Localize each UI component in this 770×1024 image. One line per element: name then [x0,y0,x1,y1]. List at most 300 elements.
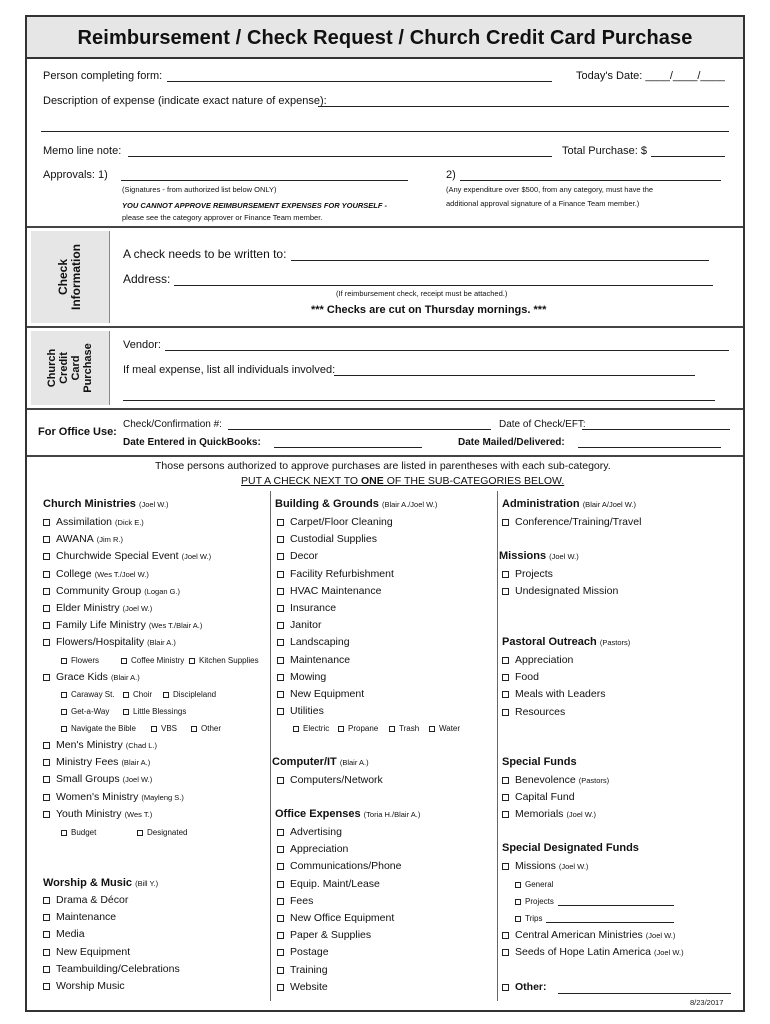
grace-sub-choir-label: Choir [133,690,153,699]
worship-item-drama-d-cor[interactable] [43,894,128,907]
building-item-decor[interactable] [277,550,318,563]
office-item-postage[interactable] [277,946,329,959]
building-item-insurance-checkbox[interactable] [277,605,284,612]
utilities-sub-trash-label: Trash [399,724,420,733]
person-completing-field[interactable] [167,81,552,82]
item-family-life-ministry-label: Family Life Ministry [56,619,146,632]
office-item-communications-phone-label: Communications/Phone [290,860,402,873]
utilities-sub-trash[interactable] [389,722,419,735]
office-item-website-checkbox[interactable] [277,984,284,991]
administration-title: Administration [502,498,580,510]
office-expenses-title: Office Expenses [275,808,361,820]
grace-sub-little-blessings-label: Little Blessings [133,707,187,716]
item-awana-approver: (Jim R.) [96,535,123,545]
item-churchwide-special-event-approver: (Joel W.) [181,552,212,562]
building-item-janitor[interactable] [277,619,322,632]
mailed-label: Date Mailed/Delivered: [458,437,565,448]
todays-date-label[interactable]: Today's Date: ____/____/____ [576,70,725,82]
designated-sub-projects[interactable] [515,895,674,908]
item-community-group-checkbox[interactable] [43,588,50,595]
designated-item-seeds-of-hope-latin-america[interactable] [502,946,684,959]
written-to-field[interactable] [291,260,709,261]
building-item-facility-refurbishment[interactable] [277,568,394,581]
special-item-memorials-checkbox[interactable] [502,811,509,818]
item-grace-kids-label: Grace Kids [56,671,108,683]
missions-item-projects-checkbox[interactable] [502,571,509,578]
check-info-section-label [31,231,110,323]
flowers-sub-kitchen-supplies-checkbox[interactable] [189,658,195,664]
youth-sub-designated[interactable] [137,826,187,839]
warning-note-2: please see the category approver or Finance Team member. [122,213,323,222]
office-item-fees[interactable] [277,895,313,908]
check-info-label-1: Check [56,258,70,296]
total-purchase-label: Total Purchase: $ [562,145,647,157]
pastoral-item-resources[interactable] [502,706,565,719]
grace-sub-vbs-checkbox[interactable] [151,726,157,732]
item-flowers-hospitality-label: Flowers/Hospitality [56,636,145,649]
designated-sub-general[interactable] [515,878,553,891]
building-item-carpet-floor-cleaning[interactable] [277,516,393,529]
building-header [275,498,437,511]
other-label: Other: [515,981,547,993]
building-item-new-equipment-checkbox[interactable] [277,691,284,698]
credit-card-label-3: Card [70,355,82,381]
building-item-carpet-floor-cleaning-label: Carpet/Floor Cleaning [290,516,393,528]
office-item-paper-supplies[interactable] [277,929,371,942]
missions-item-undesignated-mission-label: Undesignated Mission [515,585,619,598]
item-elder-ministry-label: Elder Ministry [56,602,120,614]
item-college-checkbox[interactable] [43,571,50,578]
grace-sub-discipleland-label: Discipleland [173,690,217,699]
item-grace-kids[interactable] [43,671,140,684]
office-item-communications-phone-checkbox[interactable] [277,863,284,870]
flowers-sub-coffee-ministry[interactable] [121,654,184,667]
special-funds-title: Special Funds [502,756,577,768]
designated-item-missions-label: Missions [515,860,556,872]
designated-sub-general-label: General [525,880,554,889]
special-item-memorials-approver: (Joel W.) [566,810,597,820]
office-item-training-label: Training [290,963,328,976]
item-flowers-hospitality[interactable] [43,636,176,649]
memo-field[interactable] [128,156,552,157]
grace-sub-get-a-way[interactable] [61,705,109,718]
building-item-insurance-label: Insurance [290,602,337,614]
building-item-facility-refurbishment-label: Facility Refurbishment [290,567,394,580]
utilities-sub-trash-checkbox[interactable] [389,726,395,732]
missions-item-projects[interactable] [502,568,553,581]
building-item-custodial-supplies[interactable] [277,533,377,546]
grace-sub-navigate-the-bible-checkbox[interactable] [61,726,67,732]
building-item-new-equipment-label: New Equipment [290,688,365,700]
building-item-hvac-maintenance-checkbox[interactable] [277,588,284,595]
item-grace-kids-approver: (Blair A.) [110,673,140,682]
worship-item-worship-music-checkbox[interactable] [43,983,50,990]
grace-sub-vbs[interactable] [151,722,177,735]
grace-sub-other[interactable] [191,722,221,735]
approval-1-field[interactable] [121,180,408,181]
building-item-utilities-checkbox[interactable] [277,708,284,715]
item-flowers-hospitality-checkbox[interactable] [43,639,50,646]
pastoral-item-food-checkbox[interactable] [502,674,509,681]
categories-intro-line-2 [241,475,564,488]
worship-who: (Bill Y.) [135,879,159,888]
building-item-mowing[interactable] [277,671,326,684]
youth-sub-budget-label: Budget [71,828,97,837]
item-men-s-ministry-checkbox[interactable] [43,742,50,749]
item-ministry-fees-label: Ministry Fees [56,756,119,769]
building-item-decor-label: Decor [290,550,319,563]
address-field[interactable] [174,285,713,286]
item-assimilation-label: Assimilation [56,516,113,528]
grace-sub-caraway-st[interactable] [61,688,115,701]
worship-title: Worship & Music [43,877,133,889]
approvals-label: Approvals: 1) [43,169,108,181]
building-item-new-equipment[interactable] [277,688,364,701]
worship-header [43,877,158,890]
item-awana-checkbox[interactable] [43,536,50,543]
item-awana-label: AWANA [56,533,94,546]
worship-item-teambuilding-celebrations[interactable] [43,963,180,976]
special-item-benevolence-approver: (Pastors) [578,776,610,785]
computer-item-computers-network[interactable] [277,774,383,787]
item-elder-ministry[interactable] [43,602,152,615]
person-completing-label: Person completing form: [43,70,163,82]
designated-item-seeds-of-hope-latin-america-checkbox[interactable] [502,949,509,956]
approval-2-field[interactable] [460,180,721,181]
item-men-s-ministry-label: Men's Ministry [56,739,123,751]
building-item-utilities[interactable] [277,705,324,718]
date-check-field[interactable] [582,429,730,430]
worship-item-worship-music[interactable] [43,980,125,993]
worship-item-teambuilding-celebrations-checkbox[interactable] [43,966,50,973]
pastoral-item-meals-with-leaders-label: Meals with Leaders [515,688,606,701]
office-item-appreciation-checkbox[interactable] [277,846,284,853]
mailed-field[interactable] [578,447,721,448]
building-item-facility-refurbishment-checkbox[interactable] [277,571,284,578]
item-small-groups-approver: (Joel W.) [122,775,153,785]
credit-card-label-2: Credit [58,352,70,384]
utilities-sub-water[interactable] [429,722,460,735]
memo-label: Memo line note: [43,145,122,157]
utilities-sub-electric-label: Electric [303,724,330,733]
computer-who: (Blair A.) [339,758,369,767]
designated-sub-trips[interactable] [515,912,674,925]
total-purchase-field[interactable] [651,156,725,157]
over-500-note-2: additional approval signature of a Finance Team member.) [446,199,640,208]
office-item-new-office-equipment[interactable] [277,912,394,925]
admin-item-conference-training-travel[interactable] [502,516,641,529]
designated-sub-projects-checkbox[interactable] [515,899,521,905]
item-churchwide-special-event[interactable] [43,550,211,563]
computer-title: Computer/IT [272,756,337,768]
building-item-custodial-supplies-checkbox[interactable] [277,536,284,543]
item-women-s-ministry-checkbox[interactable] [43,794,50,801]
description-field-line-2[interactable] [41,131,729,132]
item-assimilation-checkbox[interactable] [43,519,50,526]
office-item-new-office-equipment-label: New Office Equipment [290,912,395,924]
confirmation-field[interactable] [228,429,491,430]
office-item-equip-maint-lease[interactable] [277,878,380,891]
item-churchwide-special-event-label: Churchwide Special Event [56,550,179,563]
item-women-s-ministry-label: Women's Ministry [56,790,139,803]
special-item-benevolence-checkbox[interactable] [502,777,509,784]
special-item-capital-fund-checkbox[interactable] [502,794,509,801]
item-college-label: College [56,567,92,580]
grace-sub-choir-checkbox[interactable] [123,692,129,698]
missions-who: (Joel W.) [549,552,579,561]
worship-item-new-equipment[interactable] [43,946,130,959]
other-field[interactable] [558,993,731,994]
credit-card-label-4: Purchase [82,343,94,393]
pastoral-item-appreciation-checkbox[interactable] [502,657,509,664]
special-item-capital-fund[interactable] [502,791,575,804]
item-youth-ministry-approver: (Wes T.) [124,809,153,819]
designated-item-central-american-ministries-label: Central American Ministries [515,929,643,941]
utilities-sub-electric-checkbox[interactable] [293,726,299,732]
worship-item-drama-d-cor-label: Drama & Décor [56,894,129,906]
utilities-sub-electric[interactable] [293,722,329,735]
building-item-decor-checkbox[interactable] [277,553,284,560]
youth-sub-designated-checkbox[interactable] [137,830,143,836]
computer-item-computers-network-checkbox[interactable] [277,777,284,784]
computer-header [272,756,369,769]
youth-sub-budget[interactable] [61,826,96,839]
quickbooks-field[interactable] [274,447,422,448]
building-item-janitor-label: Janitor [290,619,322,632]
office-item-equip-maint-lease-checkbox[interactable] [277,881,284,888]
building-item-custodial-supplies-label: Custodial Supplies [290,533,377,546]
description-field[interactable] [318,106,729,107]
worship-item-maintenance[interactable] [43,911,116,924]
missions-item-undesignated-mission-checkbox[interactable] [502,588,509,595]
warning-note: YOU CANNOT APPROVE REIMBURSEMENT EXPENSES FOR YOURSELF - [122,201,388,210]
written-to-label: A check needs to be written to: [123,247,287,261]
item-youth-ministry-checkbox[interactable] [43,811,50,818]
address-label: Address: [123,272,171,286]
building-item-janitor-checkbox[interactable] [277,622,284,629]
item-ministry-fees-checkbox[interactable] [43,759,50,766]
other-item[interactable] [502,981,547,994]
item-college[interactable] [43,568,149,581]
confirmation-label: Check/Confirmation #: [123,419,222,430]
office-item-fees-checkbox[interactable] [277,898,284,905]
intro-line-2-post: OF THE SUB-CATEGORIES BELOW. [383,475,565,487]
item-awana[interactable] [43,533,123,546]
pastoral-item-meals-with-leaders[interactable] [502,688,605,701]
office-expenses-who: (Toria H./Blair A.) [363,810,421,819]
designated-sub-general-checkbox[interactable] [515,882,521,888]
designated-item-missions-checkbox[interactable] [502,863,509,870]
building-item-maintenance-checkbox[interactable] [277,657,284,664]
worship-item-teambuilding-celebrations-label: Teambuilding/Celebrations [56,962,180,975]
building-item-mowing-checkbox[interactable] [277,674,284,681]
flowers-sub-kitchen-supplies[interactable] [189,654,259,667]
vendor-label: Vendor: [123,339,161,351]
designated-item-seeds-of-hope-latin-america-label: Seeds of Hope Latin America [515,946,651,959]
special-item-capital-fund-label: Capital Fund [515,791,575,804]
credit-card-section-label [31,331,110,405]
worship-item-media-checkbox[interactable] [43,931,50,938]
grace-sub-discipleland[interactable] [163,688,216,701]
building-item-utilities-label: Utilities [290,705,324,718]
column-divider-2 [497,491,498,1001]
item-grace-kids-checkbox[interactable] [43,674,50,681]
worship-item-drama-d-cor-checkbox[interactable] [43,897,50,904]
item-flowers-hospitality-approver: (Blair A.) [147,638,176,648]
building-item-landscaping-checkbox[interactable] [277,639,284,646]
special-funds-header [502,756,577,769]
check-info-label-2: Information [69,244,83,310]
worship-item-maintenance-checkbox[interactable] [43,914,50,921]
utilities-sub-propane[interactable] [338,722,378,735]
building-item-maintenance-label: Maintenance [290,653,351,666]
administration-who: (Blair A/Joel W.) [582,500,637,509]
meal-field[interactable] [334,375,695,376]
pastoral-item-resources-label: Resources [515,705,566,718]
item-family-life-ministry-checkbox[interactable] [43,622,50,629]
item-men-s-ministry[interactable] [43,739,157,752]
utilities-sub-propane-checkbox[interactable] [338,726,344,732]
pastoral-item-resources-checkbox[interactable] [502,709,509,716]
item-ministry-fees[interactable] [43,756,150,769]
missions-title: Missions [499,550,547,562]
designated-sub-trips-field[interactable] [546,914,674,923]
special-item-benevolence[interactable] [502,774,609,787]
item-small-groups[interactable] [43,773,152,786]
designated-sub-projects-field[interactable] [558,897,674,906]
office-item-fees-label: Fees [290,894,314,907]
designated-item-missions[interactable] [502,860,588,873]
building-item-maintenance[interactable] [277,654,350,667]
pastoral-header [502,636,630,649]
item-college-approver: (Wes T./Joel W.) [94,569,149,579]
column-divider-1 [270,491,271,1001]
designated-item-missions-approver: (Joel W.) [558,862,589,871]
church-ministries-header [43,498,169,511]
worship-item-maintenance-label: Maintenance [56,911,117,924]
grace-sub-discipleland-checkbox[interactable] [163,692,169,698]
item-churchwide-special-event-checkbox[interactable] [43,553,50,560]
building-item-insurance[interactable] [277,602,336,615]
item-family-life-ministry[interactable] [43,619,202,632]
office-item-website[interactable] [277,981,328,994]
flowers-sub-flowers-checkbox[interactable] [61,658,67,664]
title-bar [27,17,743,59]
flowers-sub-coffee-ministry-label: Coffee Ministry [131,656,185,665]
pastoral-item-food[interactable] [502,671,539,684]
item-youth-ministry-label: Youth Ministry [56,807,122,820]
item-youth-ministry[interactable] [43,808,152,821]
divider-office-top [27,408,743,410]
building-item-hvac-maintenance-label: HVAC Maintenance [290,584,382,597]
building-item-landscaping[interactable] [277,636,350,649]
church-ministries-title: Church Ministries [43,498,136,510]
designated-item-central-american-ministries[interactable] [502,929,675,942]
designated-sub-trips-label: Trips [525,914,543,924]
other-checkbox[interactable] [502,984,509,991]
designated-sub-projects-label: Projects [525,897,554,907]
office-item-paper-supplies-checkbox[interactable] [277,932,284,939]
grace-sub-get-a-way-label: Get-a-Way [71,707,110,716]
grace-sub-little-blessings[interactable] [123,705,186,718]
grace-sub-get-a-way-checkbox[interactable] [61,709,67,715]
office-item-advertising[interactable] [277,826,342,839]
pastoral-item-appreciation[interactable] [502,654,573,667]
grace-sub-little-blessings-checkbox[interactable] [123,709,129,715]
item-community-group[interactable] [43,585,180,598]
item-ministry-fees-approver: (Blair A.) [121,758,151,768]
youth-sub-designated-label: Designated [147,828,188,837]
building-item-carpet-floor-cleaning-checkbox[interactable] [277,519,284,526]
office-item-advertising-label: Advertising [290,826,342,838]
divider-card-top [27,326,743,328]
item-women-s-ministry[interactable] [43,791,184,804]
categories-intro-line-1: Those persons authorized to approve purchases are listed in parentheses with each sub-category. [155,460,611,472]
designated-sub-trips-checkbox[interactable] [515,916,521,922]
admin-item-conference-training-travel-label: Conference/Training/Travel [515,516,642,528]
utilities-sub-water-checkbox[interactable] [429,726,435,732]
vendor-field[interactable] [165,350,729,351]
building-item-hvac-maintenance[interactable] [277,585,381,598]
building-title: Building & Grounds [275,498,379,510]
item-small-groups-checkbox[interactable] [43,776,50,783]
office-item-paper-supplies-label: Paper & Supplies [290,929,372,942]
admin-item-conference-training-travel-checkbox[interactable] [502,519,509,526]
utilities-sub-propane-label: Propane [348,724,379,733]
office-item-postage-label: Postage [290,946,329,959]
worship-item-media[interactable] [43,928,85,941]
building-item-landscaping-label: Landscaping [290,636,350,649]
office-item-appreciation[interactable] [277,843,348,856]
designated-funds-title: Special Designated Funds [502,842,639,854]
flowers-sub-coffee-ministry-checkbox[interactable] [121,658,127,664]
grace-sub-navigate-the-bible[interactable] [61,722,136,735]
office-expenses-header [275,808,420,821]
meal-field-line-2[interactable] [123,400,715,401]
special-item-memorials[interactable] [502,808,596,821]
grace-sub-choir[interactable] [123,688,152,701]
item-women-s-ministry-approver: (Mayleng S.) [141,792,184,802]
worship-item-new-equipment-checkbox[interactable] [43,949,50,956]
office-item-training-checkbox[interactable] [277,967,284,974]
office-item-training[interactable] [277,964,328,977]
youth-sub-budget-checkbox[interactable] [61,830,67,836]
flowers-sub-kitchen-supplies-label: Kitchen Supplies [199,656,259,665]
intro-line-2-pre: PUT A CHECK NEXT TO [241,475,362,487]
grace-sub-other-checkbox[interactable] [191,726,197,732]
flowers-sub-flowers[interactable] [61,654,99,667]
intro-line-2-bold: ONE [361,475,384,487]
office-use-label: For Office Use: [38,426,117,438]
grace-sub-caraway-st-label: Caraway St. [71,690,115,699]
item-elder-ministry-checkbox[interactable] [43,605,50,612]
pastoral-item-food-label: Food [515,671,539,684]
office-item-postage-checkbox[interactable] [277,949,284,956]
flowers-sub-flowers-label: Flowers [71,656,100,665]
office-item-new-office-equipment-checkbox[interactable] [277,915,284,922]
designated-item-central-american-ministries-checkbox[interactable] [502,932,509,939]
office-item-advertising-checkbox[interactable] [277,829,284,836]
credit-card-label-1: Church [46,348,58,388]
pastoral-title: Pastoral Outreach [502,636,597,648]
item-assimilation[interactable] [43,516,144,529]
office-item-communications-phone[interactable] [277,860,401,873]
divider-categories-top [27,455,743,457]
missions-item-undesignated-mission[interactable] [502,585,618,598]
grace-sub-caraway-st-checkbox[interactable] [61,692,67,698]
pastoral-item-meals-with-leaders-checkbox[interactable] [502,691,509,698]
worship-item-worship-music-label: Worship Music [56,980,125,992]
